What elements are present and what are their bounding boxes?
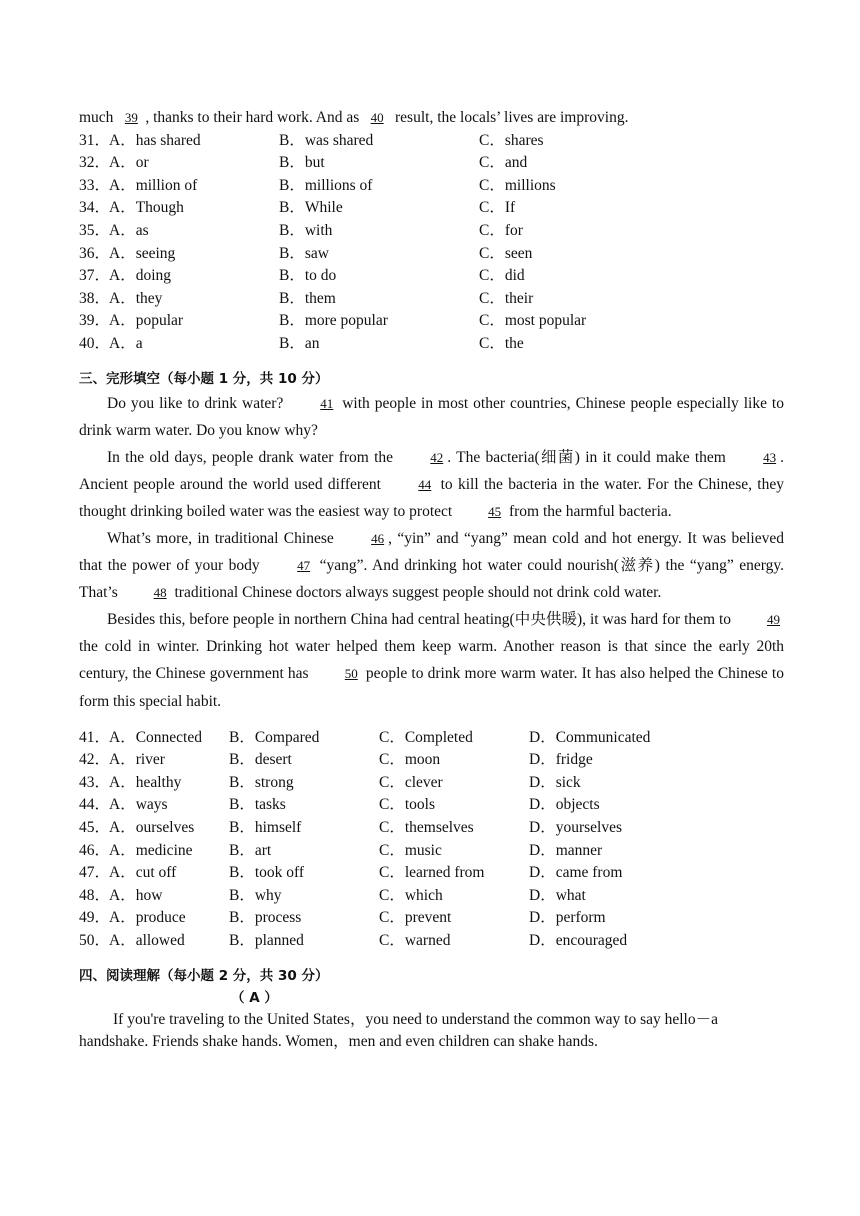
- text: much: [79, 109, 118, 126]
- option-b: B．While: [279, 199, 343, 217]
- option-b: B．them: [279, 289, 336, 307]
- text: the cold in winter. Drinking hot water helped them keep warm. Another reason is that since the early 20th century, the Chinese government has: [79, 638, 784, 683]
- blank-42: 42: [430, 449, 444, 465]
- question-row: [79, 243, 784, 266]
- question-number: 40．: [79, 334, 111, 352]
- question-row: [79, 794, 784, 817]
- option-b: B．planned: [229, 932, 304, 949]
- option-c: C．for: [479, 221, 523, 239]
- option-c: C．shares: [479, 131, 544, 149]
- question-number: 43．: [79, 773, 111, 791]
- question-number: 35．: [79, 221, 111, 239]
- question-row: [79, 772, 784, 795]
- reading-part-label: （ A ）: [231, 989, 278, 1006]
- blank-39: 39: [124, 110, 138, 125]
- option-b: B．why: [229, 886, 282, 904]
- question-number: 38．: [79, 289, 111, 307]
- option-a: A．they: [109, 289, 163, 307]
- option-a: A．has shared: [109, 131, 201, 149]
- cloze-paragraph-3: [79, 525, 784, 606]
- option-a: A．ways: [109, 796, 168, 814]
- option-c: C．clever: [379, 773, 443, 791]
- passage-end-line: [79, 107, 784, 130]
- question-row: [79, 265, 784, 288]
- text: to kill the bacteria in the water. For the Chinese, they thought drinking boiled water was the easiest way to protect: [79, 475, 784, 520]
- option-b: B．an: [279, 334, 320, 352]
- option-a: A．allowed: [109, 932, 185, 949]
- option-a: A．popular: [109, 312, 184, 330]
- question-number: 31．: [79, 131, 111, 149]
- option-a: A．how: [109, 886, 163, 904]
- options-41-50: [79, 727, 784, 953]
- option-c: C．their: [479, 289, 534, 307]
- option-d: D．Communicated: [529, 728, 651, 746]
- option-b: B．desert: [229, 751, 292, 769]
- text: What’s more, in traditional Chinese: [107, 530, 340, 547]
- option-b: B．art: [229, 841, 272, 859]
- option-d: D．manner: [529, 841, 603, 859]
- question-number: 39．: [79, 312, 111, 330]
- option-d: D．yourselves: [529, 819, 622, 837]
- option-c: C．most popular: [479, 312, 587, 330]
- exam-page: [79, 107, 784, 1054]
- question-row: [79, 333, 784, 356]
- option-c: C．moon: [379, 751, 441, 769]
- question-number: 41．: [79, 728, 111, 746]
- blank-43: 43: [763, 449, 777, 465]
- question-number: 36．: [79, 244, 111, 262]
- question-number: 50．: [79, 932, 111, 949]
- option-c: C．which: [379, 886, 443, 904]
- option-b: B．Compared: [229, 728, 320, 746]
- option-c: C．learned from: [379, 864, 485, 882]
- option-c: C．music: [379, 841, 442, 859]
- text: with people in most other countries, Chinese people especially like to drink warm water. Do you know why?: [79, 394, 784, 439]
- section-title-reading: 四、阅读理解（每小题 2 分，共 30 分）: [79, 967, 329, 984]
- option-c: C．and: [479, 154, 528, 172]
- question-number: 34．: [79, 199, 111, 217]
- option-c: C．did: [479, 267, 525, 285]
- text: , thanks to their hard work. And as: [145, 109, 364, 126]
- blank-40: 40: [370, 110, 384, 125]
- option-b: B．with: [279, 221, 333, 239]
- option-b: B．took off: [229, 864, 305, 882]
- option-a: A．ourselves: [109, 819, 195, 837]
- option-b: B．saw: [279, 244, 329, 262]
- option-a: A．healthy: [109, 773, 182, 791]
- blank-48: 48: [153, 585, 167, 601]
- text: “yang”. And drinking hot water could nourish(滋养) the “yang” energy. That’s: [79, 557, 784, 602]
- options-31-40: [79, 130, 784, 356]
- question-row: [79, 749, 784, 772]
- option-c: C．themselves: [379, 819, 474, 837]
- option-c: C．the: [479, 334, 524, 352]
- question-row: [79, 130, 784, 153]
- question-number: 33．: [79, 176, 111, 194]
- option-c: C．Completed: [379, 728, 473, 746]
- text: . Ancient people around the world used different: [79, 448, 784, 493]
- question-row: [79, 197, 784, 220]
- option-d: D．what: [529, 886, 586, 904]
- option-b: B．millions of: [279, 176, 373, 194]
- question-row: [79, 288, 784, 311]
- option-a: A．a: [109, 334, 143, 352]
- blank-49: 49: [767, 612, 780, 628]
- cloze-paragraph-1: [79, 390, 784, 444]
- option-b: B．process: [229, 909, 302, 927]
- question-number: 49．: [79, 909, 111, 927]
- text: Do you like to drink water?: [107, 394, 289, 412]
- text: people to drink more warm water. It has also helped the Chinese to form this special habit.: [79, 665, 784, 710]
- text: from the harmful bacteria.: [505, 502, 672, 520]
- question-row: [79, 175, 784, 198]
- option-c: C．warned: [379, 932, 451, 949]
- cloze-paragraph-2: [79, 444, 784, 525]
- text: traditional Chinese doctors always suggest people should not drink cold water.: [170, 584, 662, 602]
- option-a: A．doing: [109, 267, 172, 285]
- question-number: 32．: [79, 154, 111, 172]
- text: . The bacteria(细菌) in it could make them: [447, 448, 732, 466]
- blank-47: 47: [297, 558, 311, 574]
- option-b: B．strong: [229, 773, 294, 791]
- question-row: [79, 220, 784, 243]
- option-a: A．Though: [109, 199, 184, 217]
- option-c: C．prevent: [379, 909, 452, 927]
- question-row: [79, 907, 784, 930]
- blank-46: 46: [371, 531, 385, 546]
- option-d: D．sick: [529, 773, 581, 791]
- option-a: A．seeing: [109, 244, 176, 262]
- question-number: 44．: [79, 796, 111, 814]
- option-b: B．more popular: [279, 312, 388, 330]
- option-d: D．perform: [529, 909, 606, 927]
- option-d: D．encouraged: [529, 932, 628, 949]
- question-row: [79, 727, 784, 750]
- option-d: D．fridge: [529, 751, 593, 769]
- blank-41: 41: [320, 395, 334, 411]
- section-title-cloze: 三、完形填空（每小题 1 分，共 10 分）: [79, 370, 329, 387]
- question-row: [79, 862, 784, 885]
- option-a: A．Connected: [109, 728, 202, 746]
- blank-44: 44: [418, 476, 432, 492]
- option-d: D．objects: [529, 796, 600, 814]
- question-number: 45．: [79, 819, 111, 837]
- question-number: 47．: [79, 864, 111, 882]
- option-b: B．was shared: [279, 131, 374, 149]
- question-number: 37．: [79, 267, 111, 285]
- text: In the old days, people drank water from the: [107, 448, 399, 466]
- option-c: C．seen: [479, 244, 533, 262]
- text: Besides this, before people in northern China had central heating(中央供暖), it was hard for them to: [107, 611, 735, 629]
- blank-50: 50: [344, 666, 358, 682]
- option-b: B．himself: [229, 819, 302, 837]
- option-a: A．as: [109, 221, 149, 239]
- option-b: B．to do: [279, 267, 337, 285]
- option-a: A．cut off: [109, 864, 177, 882]
- text: result, the locals’ lives are improving.: [391, 109, 629, 126]
- question-row: [79, 310, 784, 333]
- question-row: [79, 840, 784, 863]
- question-number: 46．: [79, 841, 111, 859]
- question-number: 42．: [79, 751, 111, 769]
- option-a: A．produce: [109, 909, 186, 927]
- option-a: A．river: [109, 751, 165, 769]
- question-row: [79, 885, 784, 908]
- option-a: A．medicine: [109, 841, 193, 859]
- option-c: C．If: [479, 199, 516, 217]
- question-row: [79, 152, 784, 175]
- option-a: A．million of: [109, 176, 198, 194]
- cloze-paragraph-4: [79, 606, 784, 714]
- reading-a-paragraph: If you're traveling to the United States，you need to understand the common way to say hello－a handshake. Friends shake hands. Women，men and even children can shake hands.: [79, 1010, 718, 1051]
- option-b: B．but: [279, 154, 325, 172]
- blank-45: 45: [488, 503, 502, 519]
- option-b: B．tasks: [229, 796, 286, 814]
- option-c: C．millions: [479, 176, 556, 194]
- question-row: [79, 930, 784, 953]
- option-c: C．tools: [379, 796, 435, 814]
- option-d: D．came from: [529, 864, 623, 882]
- question-number: 48．: [79, 886, 111, 904]
- question-row: [79, 817, 784, 840]
- option-a: A．or: [109, 154, 149, 172]
- text: , “yin” and “yang” mean cold and hot energy. It was believed that the power of your body: [79, 530, 785, 575]
